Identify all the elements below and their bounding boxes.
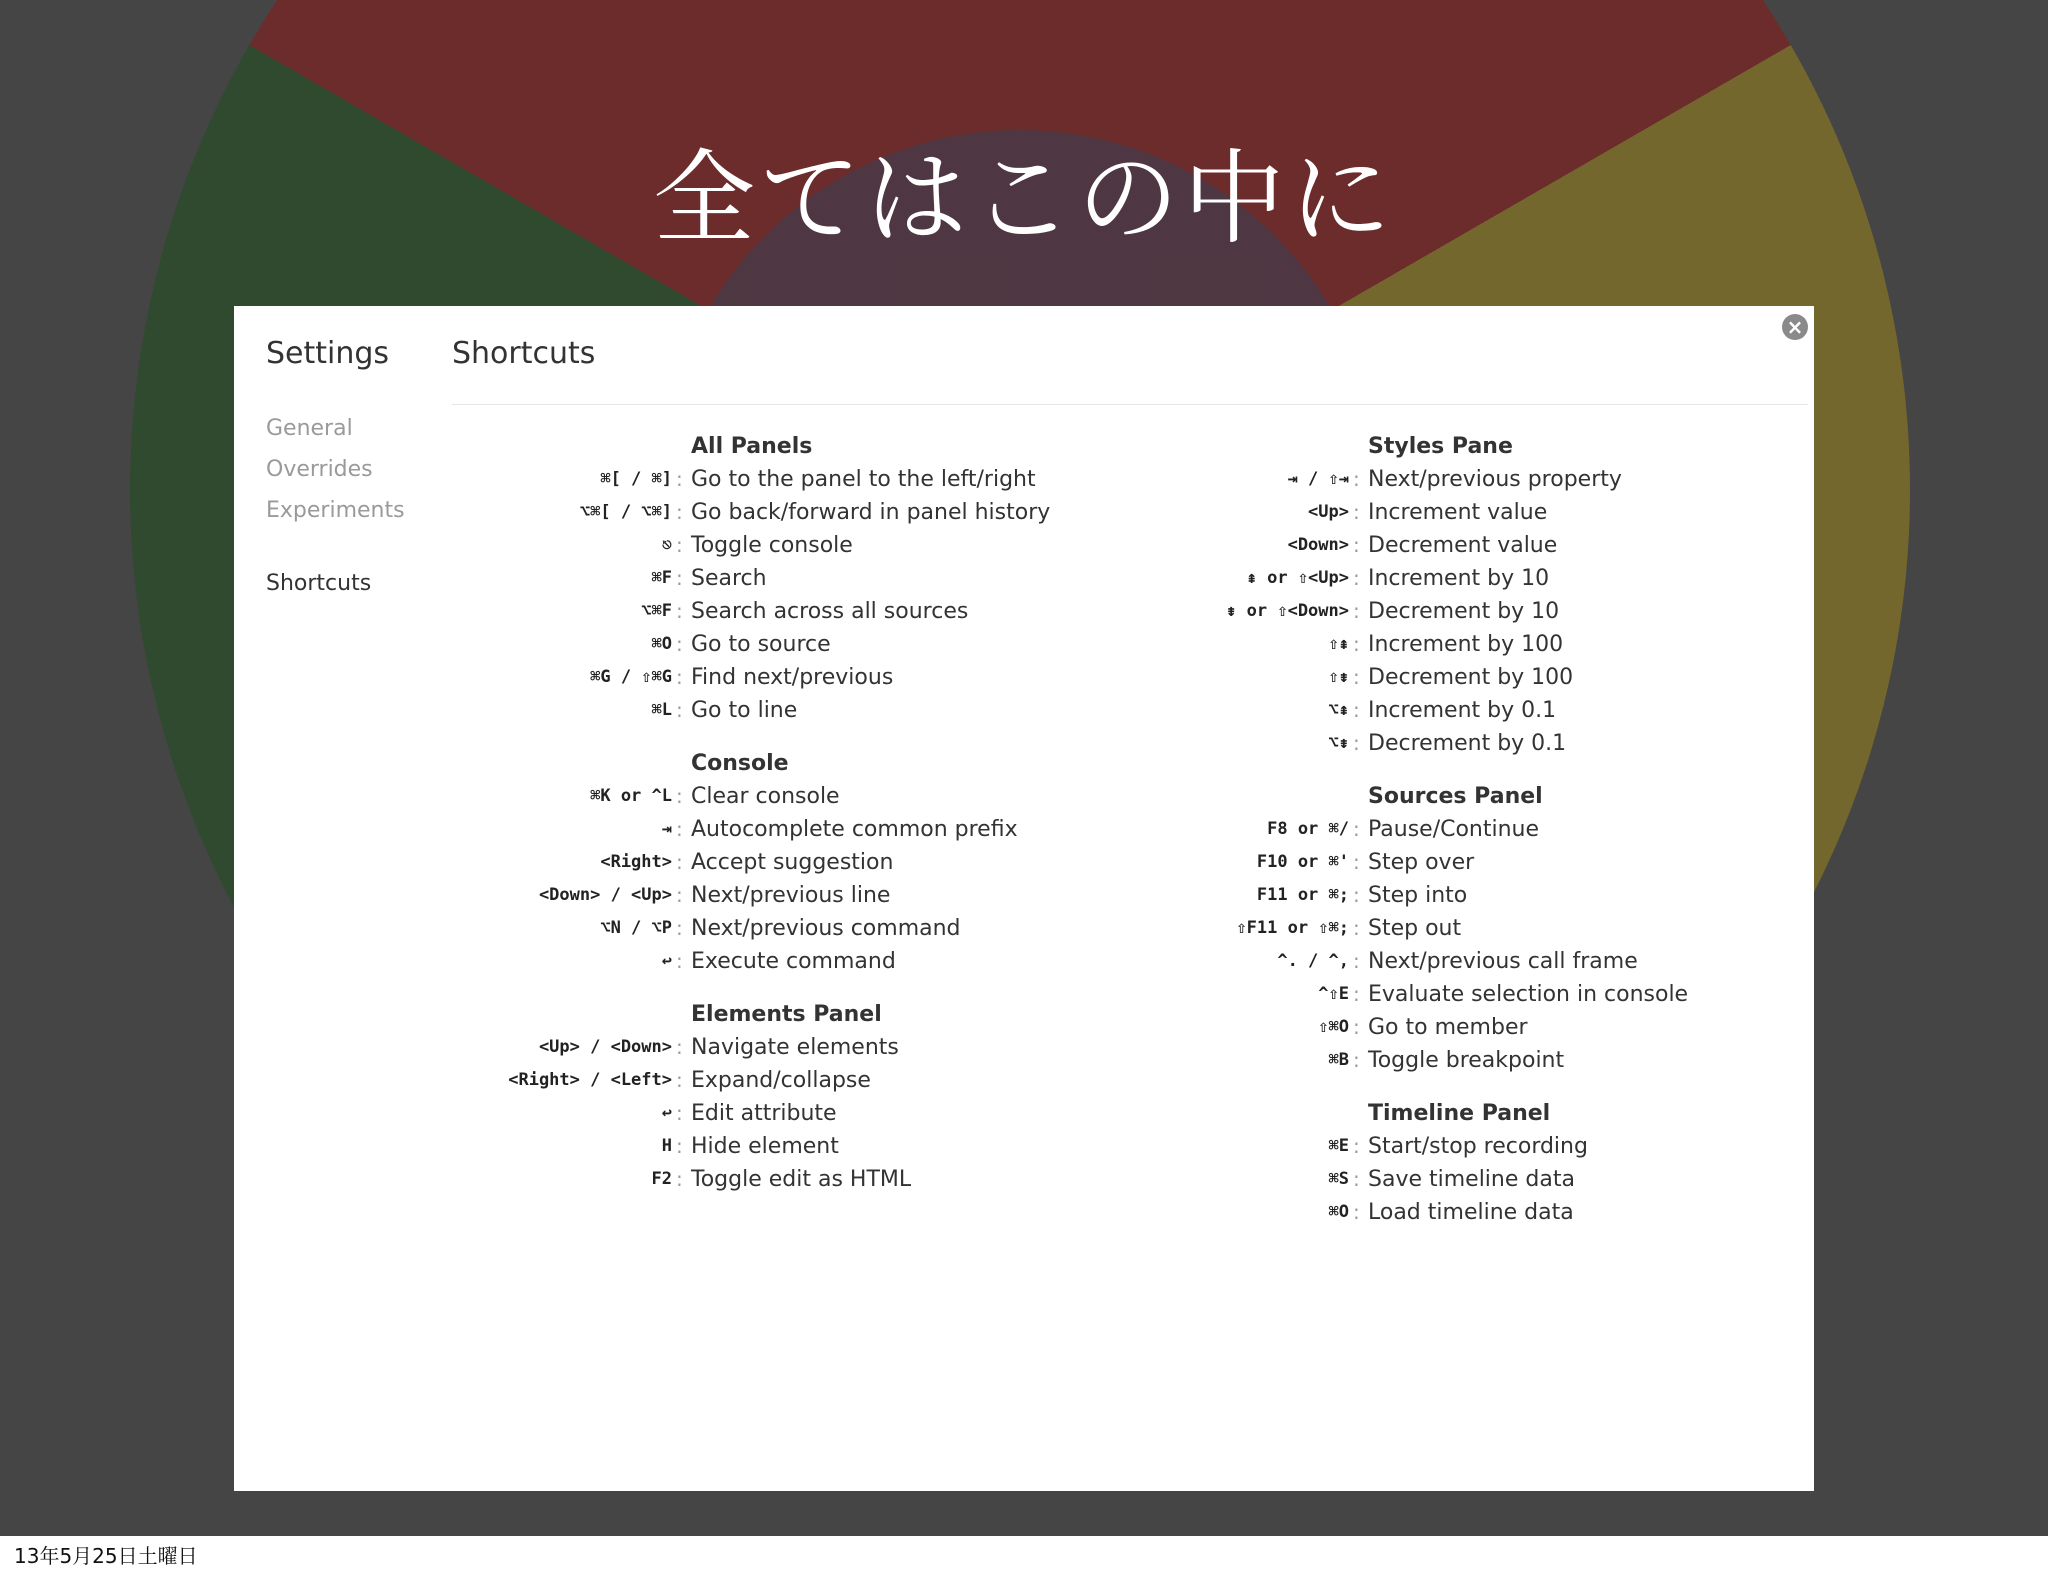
shortcut-separator: :	[1353, 533, 1360, 557]
shortcut-row	[234, 912, 961, 945]
shortcut-separator: :	[676, 1068, 683, 1092]
slide-title: 全てはこの中に	[653, 140, 1395, 259]
shortcut-key: ⌘E	[1328, 1136, 1349, 1156]
shortcut-key: ⇧⌘O	[1318, 1017, 1349, 1037]
shortcut-separator: :	[676, 817, 683, 841]
shortcut-row	[911, 661, 1574, 694]
shortcut-row	[911, 694, 1557, 727]
shortcut-row	[911, 978, 1689, 1011]
shortcut-row	[234, 562, 882, 595]
shortcut-separator: :	[676, 533, 683, 557]
shortcut-key: <Down> / <Up>	[538, 885, 672, 905]
section-title: Timeline Panel	[1368, 1101, 1551, 1126]
shortcut-key: ⌘S	[1328, 1169, 1349, 1189]
shortcut-key: <Up> / <Down>	[538, 1037, 672, 1057]
shortcut-separator: :	[676, 883, 683, 907]
shortcuts-title: Shortcuts	[452, 336, 596, 371]
shortcut-key: F2	[651, 1169, 672, 1189]
shortcut-description: Step over	[1368, 850, 1475, 875]
shortcut-description: Increment value	[1368, 500, 1548, 525]
section-sources-panel	[911, 780, 1689, 1077]
shortcut-separator: :	[1353, 1015, 1360, 1039]
shortcut-key: ⌘O	[651, 634, 672, 654]
shortcut-key: ↩	[661, 951, 672, 971]
shortcut-separator: :	[676, 850, 683, 874]
nav-item-general[interactable]: General	[266, 416, 353, 441]
section-title: Elements Panel	[691, 1002, 882, 1027]
shortcut-separator: :	[676, 949, 683, 973]
shortcut-description: Next/previous command	[691, 916, 961, 941]
shortcut-row	[911, 945, 1638, 978]
shortcut-separator: :	[676, 1101, 683, 1125]
shortcut-key: ↩	[661, 1103, 672, 1123]
shortcut-description: Next/previous line	[691, 883, 891, 908]
shortcut-description: Toggle console	[691, 533, 853, 558]
shortcut-description: Toggle breakpoint	[1368, 1048, 1565, 1073]
shortcut-row	[234, 694, 882, 727]
shortcut-description: Increment by 10	[1368, 566, 1550, 591]
shortcut-description: Expand/collapse	[691, 1068, 871, 1093]
shortcut-separator: :	[676, 1035, 683, 1059]
shortcut-row	[234, 529, 882, 562]
shortcut-separator: :	[676, 632, 683, 656]
shortcut-separator: :	[1353, 1200, 1360, 1224]
shortcut-separator: :	[1353, 883, 1360, 907]
shortcut-description: Execute command	[691, 949, 896, 974]
shortcut-row	[234, 1064, 882, 1097]
shortcut-key: ⌥⌘F	[641, 601, 672, 621]
shortcut-description: Go to member	[1368, 1015, 1528, 1040]
shortcut-row	[911, 628, 1564, 661]
shortcut-row	[911, 1163, 1575, 1196]
section-title: Sources Panel	[1368, 784, 1543, 809]
shortcut-key: ⇧⇟	[1328, 667, 1349, 687]
shortcut-key: F10 or ⌘'	[1256, 852, 1349, 872]
shortcut-key: ⌥⌘[ / ⌥⌘]	[579, 502, 672, 522]
shortcut-row	[911, 1130, 1588, 1163]
shortcuts-column-left	[234, 430, 1051, 1216]
shortcut-key: ⇧F11 or ⇧⌘;	[1236, 918, 1349, 938]
shortcut-key: <Right>	[600, 852, 672, 872]
slide-date: 13年5月25日土曜日	[14, 1544, 198, 1568]
shortcut-separator: :	[676, 916, 683, 940]
shortcut-key: <Right> / <Left>	[508, 1070, 672, 1090]
shortcut-row	[911, 879, 1550, 912]
shortcut-key: <Up>	[1308, 502, 1349, 522]
shortcut-separator: :	[1353, 500, 1360, 524]
shortcut-key: ⌥⇟	[1328, 733, 1349, 753]
shortcut-separator: :	[1353, 599, 1360, 623]
shortcut-description: Start/stop recording	[1368, 1134, 1588, 1159]
shortcut-key: <Down>	[1287, 535, 1349, 555]
shortcut-key: ^⇧E	[1318, 984, 1349, 1004]
header-divider	[452, 404, 1808, 405]
shortcut-description: Go to source	[691, 632, 831, 657]
shortcut-row	[911, 912, 1550, 945]
section-styles-pane	[911, 430, 1622, 760]
shortcut-row	[234, 879, 891, 912]
shortcut-row	[911, 1196, 1574, 1229]
shortcut-separator: :	[676, 665, 683, 689]
shortcut-description: Decrement by 0.1	[1368, 731, 1567, 756]
shortcut-separator: :	[1353, 665, 1360, 689]
shortcut-key: ⇧⇞	[1328, 634, 1349, 654]
shortcut-description: Edit attribute	[691, 1101, 837, 1126]
shortcut-key: ⌘O	[1328, 1202, 1349, 1222]
shortcut-description: Increment by 100	[1368, 632, 1564, 657]
shortcut-row	[234, 780, 882, 813]
shortcut-separator: :	[1353, 1167, 1360, 1191]
shortcut-description: Go back/forward in panel history	[691, 500, 1051, 525]
shortcut-row	[234, 1130, 882, 1163]
nav-item-experiments[interactable]: Experiments	[266, 498, 405, 523]
shortcut-row	[911, 562, 1550, 595]
shortcut-description: Next/previous call frame	[1368, 949, 1638, 974]
section-console	[234, 747, 1018, 978]
shortcut-description: Accept suggestion	[691, 850, 894, 875]
shortcut-separator: :	[676, 500, 683, 524]
shortcut-description: Search	[691, 566, 767, 591]
shortcut-separator: :	[1353, 982, 1360, 1006]
shortcut-separator: :	[676, 467, 683, 491]
nav-item-overrides[interactable]: Overrides	[266, 457, 373, 482]
shortcut-description: Toggle edit as HTML	[691, 1167, 912, 1192]
shortcut-separator: :	[676, 698, 683, 722]
shortcut-key: ⇟ or ⇧<Down>	[1226, 601, 1349, 621]
shortcut-description: Clear console	[691, 784, 840, 809]
shortcut-row	[911, 1044, 1565, 1077]
shortcut-key: ⇥	[661, 819, 672, 839]
shortcut-key: ⌘G / ⇧⌘G	[590, 667, 672, 687]
settings-title: Settings	[266, 336, 390, 371]
section-all-panels	[234, 430, 1051, 727]
shortcut-key: ^. / ^,	[1277, 951, 1349, 971]
shortcut-separator: :	[676, 566, 683, 590]
shortcut-separator: :	[1353, 949, 1360, 973]
shortcut-key: ⌘B	[1328, 1050, 1349, 1070]
shortcut-separator: :	[1353, 817, 1360, 841]
shortcut-row	[911, 496, 1550, 529]
shortcut-row	[234, 945, 896, 978]
shortcut-key: ⇥ / ⇧⇥	[1287, 469, 1349, 489]
shortcut-row	[234, 496, 1051, 529]
shortcut-row	[911, 463, 1622, 496]
shortcut-key: ⌥N / ⌥P	[600, 918, 672, 938]
shortcut-separator: :	[676, 599, 683, 623]
shortcut-description: Navigate elements	[691, 1035, 899, 1060]
shortcut-row	[911, 1011, 1550, 1044]
shortcut-description: Decrement by 10	[1368, 599, 1560, 624]
shortcut-description: Search across all sources	[691, 599, 969, 624]
shortcut-row	[911, 529, 1558, 562]
shortcut-separator: :	[676, 1134, 683, 1158]
shortcut-description: Decrement value	[1368, 533, 1558, 558]
shortcut-description: Load timeline data	[1368, 1200, 1574, 1225]
shortcut-row	[234, 846, 894, 879]
shortcut-description: Step out	[1368, 916, 1462, 941]
shortcut-separator: :	[1353, 731, 1360, 755]
shortcut-separator: :	[1353, 1048, 1360, 1072]
shortcut-separator: :	[1353, 467, 1360, 491]
shortcut-separator: :	[1353, 632, 1360, 656]
shortcut-row	[911, 727, 1567, 760]
shortcut-key: ⌘K or ^L	[590, 786, 672, 806]
close-icon[interactable]: ×	[1782, 314, 1808, 340]
shortcut-row	[911, 813, 1550, 846]
shortcut-row	[234, 628, 882, 661]
shortcut-key: F11 or ⌘;	[1256, 885, 1349, 905]
shortcut-description: Find next/previous	[691, 665, 894, 690]
section-timeline-panel	[911, 1097, 1588, 1229]
shortcut-row	[911, 595, 1560, 628]
shortcut-key: ⌘[ / ⌘]	[600, 469, 672, 489]
shortcut-description: Step into	[1368, 883, 1468, 908]
shortcut-separator: :	[1353, 566, 1360, 590]
shortcut-row	[234, 1031, 899, 1064]
shortcut-description: Autocomplete common prefix	[691, 817, 1018, 842]
shortcut-key: F8 or ⌘/	[1267, 819, 1349, 839]
shortcut-description: Save timeline data	[1368, 1167, 1575, 1192]
shortcut-key: ⇞ or ⇧<Up>	[1246, 568, 1349, 588]
shortcut-description: Increment by 0.1	[1368, 698, 1557, 723]
shortcut-separator: :	[1353, 850, 1360, 874]
shortcut-key: ⎋	[661, 535, 672, 555]
shortcut-key: ⌥⇞	[1328, 700, 1349, 720]
shortcut-description: Pause/Continue	[1368, 817, 1540, 842]
shortcut-row	[234, 595, 969, 628]
shortcut-key: H	[661, 1136, 672, 1156]
nav-item-shortcuts[interactable]: Shortcuts	[266, 571, 372, 596]
shortcut-key: ⌘L	[651, 700, 672, 720]
shortcut-row	[911, 846, 1550, 879]
section-title: Console	[691, 751, 789, 776]
settings-panel	[234, 306, 1814, 1491]
shortcuts-column-right	[911, 430, 1689, 1249]
shortcut-separator: :	[676, 784, 683, 808]
shortcut-row	[234, 813, 1018, 846]
shortcut-separator: :	[1353, 916, 1360, 940]
shortcut-description: Decrement by 100	[1368, 665, 1574, 690]
shortcut-key: ⌘F	[651, 568, 672, 588]
shortcut-description: Go to line	[691, 698, 798, 723]
shortcut-row	[234, 1163, 912, 1196]
section-title: Styles Pane	[1368, 434, 1513, 459]
shortcut-separator: :	[1353, 698, 1360, 722]
shortcut-separator: :	[676, 1167, 683, 1191]
section-title: All Panels	[691, 434, 813, 459]
shortcut-description: Hide element	[691, 1134, 839, 1159]
shortcut-description: Evaluate selection in console	[1368, 982, 1689, 1007]
shortcut-description: Go to the panel to the left/right	[691, 467, 1036, 492]
shortcut-row	[234, 661, 894, 694]
shortcut-row	[234, 1097, 882, 1130]
section-elements-panel	[234, 998, 912, 1196]
shortcut-separator: :	[1353, 1134, 1360, 1158]
shortcut-row	[234, 463, 1036, 496]
shortcut-description: Next/previous property	[1368, 467, 1622, 492]
